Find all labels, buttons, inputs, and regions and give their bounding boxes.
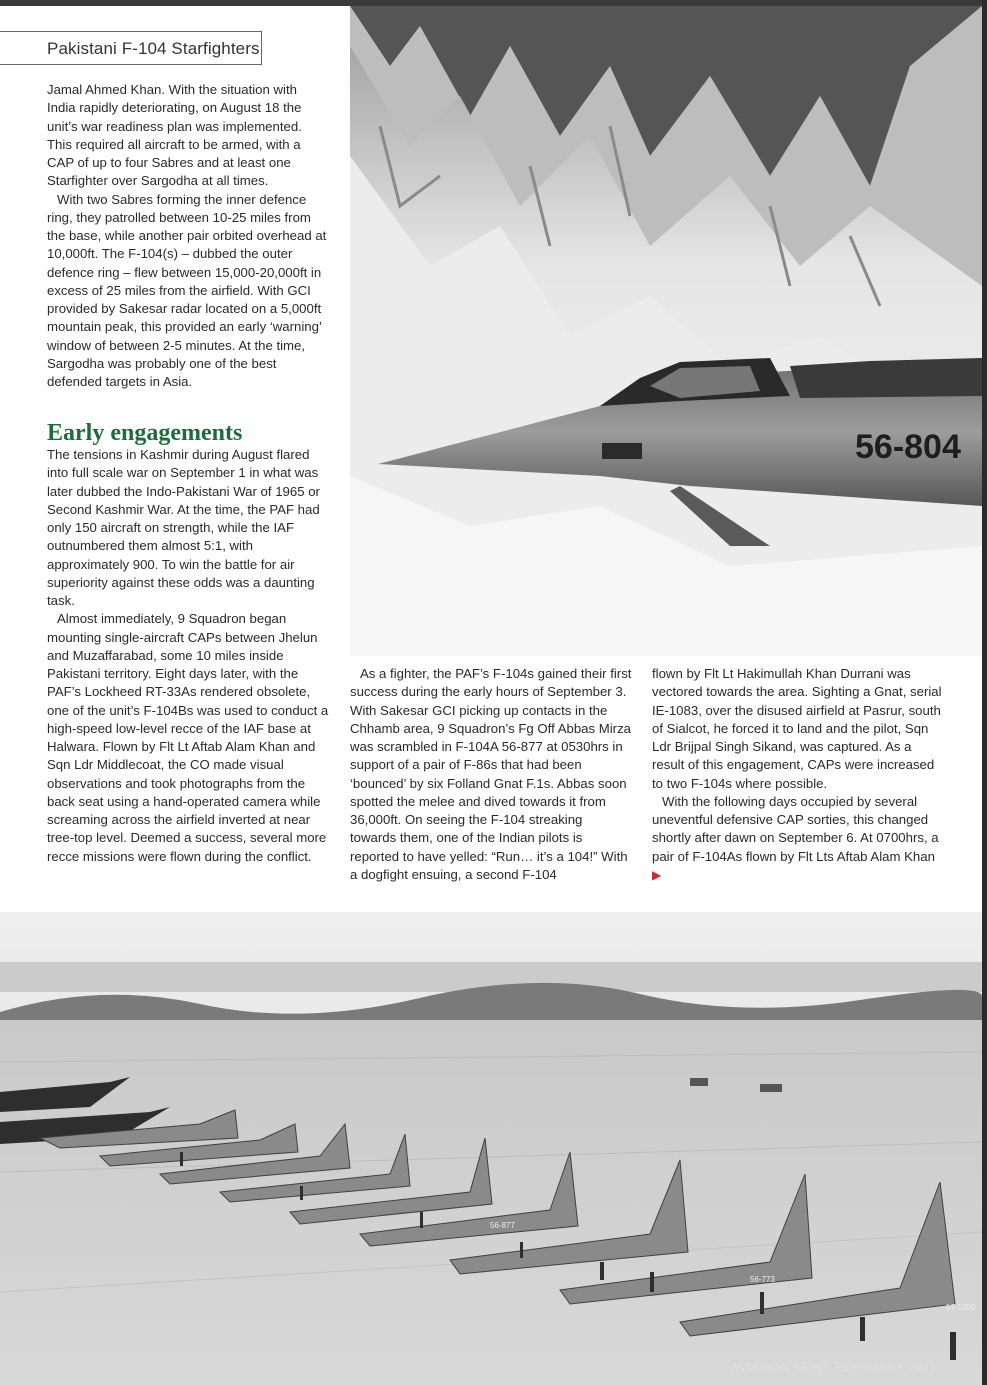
photo-f104-lineup — [0, 912, 982, 1385]
column-1-main — [47, 420, 329, 866]
column-1-intro — [47, 81, 329, 391]
paragraph: flown by Flt Lt Hakimullah Khan Durrani was vectored towards the area. Sighting a Gnat, serial IE-1083, over the disused airfield at Pasrur, south of Sialcot, he forced it to land and the pilot, Sqn Ldr Brijpal Singh Sikand, was captured. As a result of this engagement, CAPs were increased to two F-104s where possible. — [652, 666, 942, 791]
aircraft-serial: 56-804 — [855, 428, 961, 466]
page-number: 54 — [46, 1360, 60, 1374]
section-tab — [0, 31, 262, 65]
paragraph: With two Sabres forming the inner defence ring, they patrolled between 10-25 miles from the base, while another pair orbited overhead at 10,000ft. The F-104(s) – dubbed the outer defence ring – flew between 15,000-20,000ft in excess of 25 miles from the airfield. With GCI provided by Sakesar radar located on a 5,000ft mountain peak, this provided an early ‘warning’ window of between 2-5 minutes. At the time, Sargodha was probably one of the best defended targets in Asia. — [47, 191, 327, 389]
section-label: Pakistani F-104 Starfighters — [47, 39, 260, 58]
paragraph: The tensions in Kashmir during August flared into full scale war on September 1 in what was later dubbed the Indo-Pakistani War of 1965 or Second Kashmir War. At the time, the PAF had only 150 aircraft on strength, while the IAF outnumbered them almost 5:1, with approximately 900. To win the battle for air superiority against these odds was a daunting task. — [47, 447, 320, 608]
continue-arrow-icon: ▶ — [652, 867, 662, 882]
serial-3: 57-1309 — [946, 1303, 976, 1312]
right-edge-bar — [982, 0, 987, 1385]
column-3 — [652, 665, 942, 884]
paragraph-text: With the following days occupied by several uneventful defensive CAP sorties, this changed shortly after dawn on September 6. At 0700hrs, a pair of F-104As flown by Flt Lts Aftab Alam Khan — [652, 793, 939, 864]
footer-title: AVIATION NEWS FEBRUARY 2023 — [731, 1360, 937, 1374]
column-2 — [350, 665, 632, 884]
photo-f104-mountains — [350, 6, 982, 656]
paragraph: Almost immediately, 9 Squadron began mounting single-aircraft CAPs between Jhelun and Muzaffarabad, some 10 miles inside Pakistani territory. Eight days later, with the PAF’s Lockheed RT-33As rendered obsolete, one of the unit’s F-104Bs was used to conduct a high-speed low-level recce of the IAF base at Halwara. Flown by Flt Lt Aftab Alam Khan and Sqn Ldr Middlecoat, the CO made visual observations and took photographs from the back seat using a hand-operated camera while screaming across the airfield inverted at near tree-top level. Deemed a success, several more recce missions were flown during the conflict. — [47, 611, 329, 864]
serial-1: 56-877 — [490, 1221, 515, 1230]
section-heading: Early engagements — [47, 420, 243, 446]
paragraph — [652, 793, 942, 884]
serial-2: 56-773 — [750, 1275, 775, 1284]
paragraph: As a fighter, the PAF’s F-104s gained their first success during the early hours of September 3. With Sakesar GCI picking up contacts in the Chhamb area, 9 Squadron’s Fg Off Abbas Mirza was scrambled in F-104A 56-877 at 0530hrs in support of a pair of F-86s that had been ‘bounced’ by six Folland Gnat F.1s. Abbas soon spotted the melee and dived towards it from 36,000ft. On seeing the F-104 streaking towards them, one of the Indian pilots is reported to have yelled: “Run… it’s a 104!” With a dogfight ensuing, a second F-104 — [350, 666, 632, 882]
paragraph: Jamal Ahmed Khan. With the situation with India rapidly deteriorating, on August 18 the unit’s war readiness plan was implemented. This required all aircraft to be armed, with a CAP of up to four Sabres and at least one Starfighter over Sargodha at all times. — [47, 82, 302, 189]
